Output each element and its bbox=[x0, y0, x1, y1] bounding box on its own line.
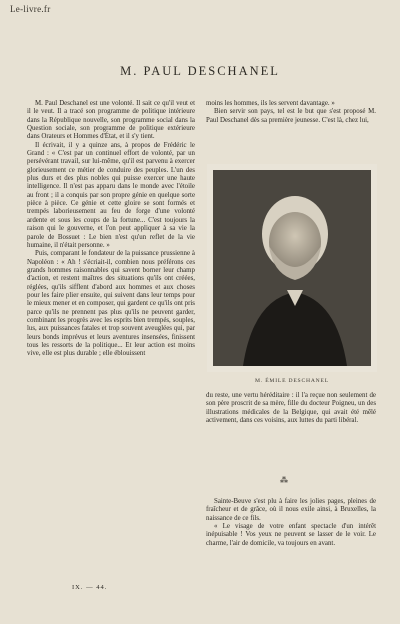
portrait-illustration bbox=[213, 170, 371, 366]
page-footer: IX. — 44. bbox=[72, 584, 108, 591]
right-column-bottom bbox=[206, 498, 376, 548]
page-title: M. PAUL DESCHANEL bbox=[120, 64, 280, 78]
right-column-top bbox=[206, 100, 376, 125]
portrait-image bbox=[213, 170, 371, 366]
paragraph: Sainte-Beuve s'est plu à faire les jolies pages, pleines de fraîcheur et de grâce, où il nous exile ainsi, à Bruxelles, la naissance de ce fils. bbox=[206, 498, 376, 522]
paragraph: Puis, comparant le fondateur de la puissance prussienne à Napoléon : « Ah ! s'écriait-il, combien nous préférons ces grands hommes raisonnables qui savent borner leur champ d'action, et restent maîtres des situations qu'ils ont créées, réglées, qu'ils sifflent d'abord aux hommes et aux choses pour les faire plier ensuite, qui suivent dans leur temps pour le mieux mener et en composer, qui gardent ce qu'ils ont pris parce qu'ils ne prennent pas plus qu'ils ne peuvent garder, combinant les progrès avec les esprits bien trempés, souples, lus, aux puissances fatales et trop souvent aveuglées qui, par leurs bonds imprévus et leurs aventures insensées, finissent tous les ressorts de la politique... Et leur action est moins vive, elle est plus durable ; elle éblouissent bbox=[27, 250, 195, 358]
paragraph: Bien servir son pays, tel est le but que s'est proposé M. Paul Deschanel dès sa première jeunesse. C'est là, chez lui, bbox=[206, 108, 376, 124]
paragraph: « Le visage de votre enfant spectacle d'un intérêt inépuisable ! Vos yeux ne peuvent se lasser de le voir. Le charme, l'air de domicile, va toujours en avant. bbox=[206, 523, 376, 547]
left-column bbox=[27, 100, 195, 359]
portrait-photo bbox=[207, 164, 377, 372]
section-separator: ⁂ bbox=[280, 476, 290, 485]
paragraph: Il écrivait, il y a quinze ans, à propos de Frédéric le Grand : « C'est par un continuel effort de volonté, par un persévérant travail, sur lui-même, qu'il est parvenu à exercer glorieusement ce métier de conduire des peuples. L'un des plus durs et des plus nobles qui puisse exercer une haute intelligence. Il n'est pas apparu dans le monde avec l'étoile au front ; il a conquis par son propre génie en quelque sorte pièce à pièce. Ce génie et cette gloire se sont formés et trempés laborieusement au feu de forge d'une volonté ardente et sous les coups de la fortune... C'est toujours la raison qui le gouverne, et l'on peut appliquer à sa vie la parole de Bossuet : Le bien n'est qu'un reflet de la vie humaine, il n'était personne. » bbox=[27, 141, 195, 249]
paragraph: moins les hommes, ils les servent davantage. » bbox=[206, 100, 335, 107]
paragraph: M. Paul Deschanel est une volonté. Il sait ce qu'il veut et il le veut. Il a tracé son programme de politique intérieure dans la République nouvelle, son programme social dans la Question sociale, son programme de politique extérieure dans Orateurs et Hommes d'État, et il s'y tient. bbox=[27, 100, 195, 141]
site-header: Le-livre.fr bbox=[10, 4, 51, 14]
right-column-lower bbox=[206, 392, 376, 425]
paragraph: du reste, une vertu héréditaire : il l'a reçue non seulement de son père proscrit de sa mère, fille du docteur Poigneu, un des illustrations médicales de la Belgique, qui avait été mêlé activement, dans ces voisins, aux luttes du parti libéral. bbox=[206, 392, 376, 425]
photo-caption: M. ÉMILE DESCHANEL bbox=[255, 378, 329, 384]
